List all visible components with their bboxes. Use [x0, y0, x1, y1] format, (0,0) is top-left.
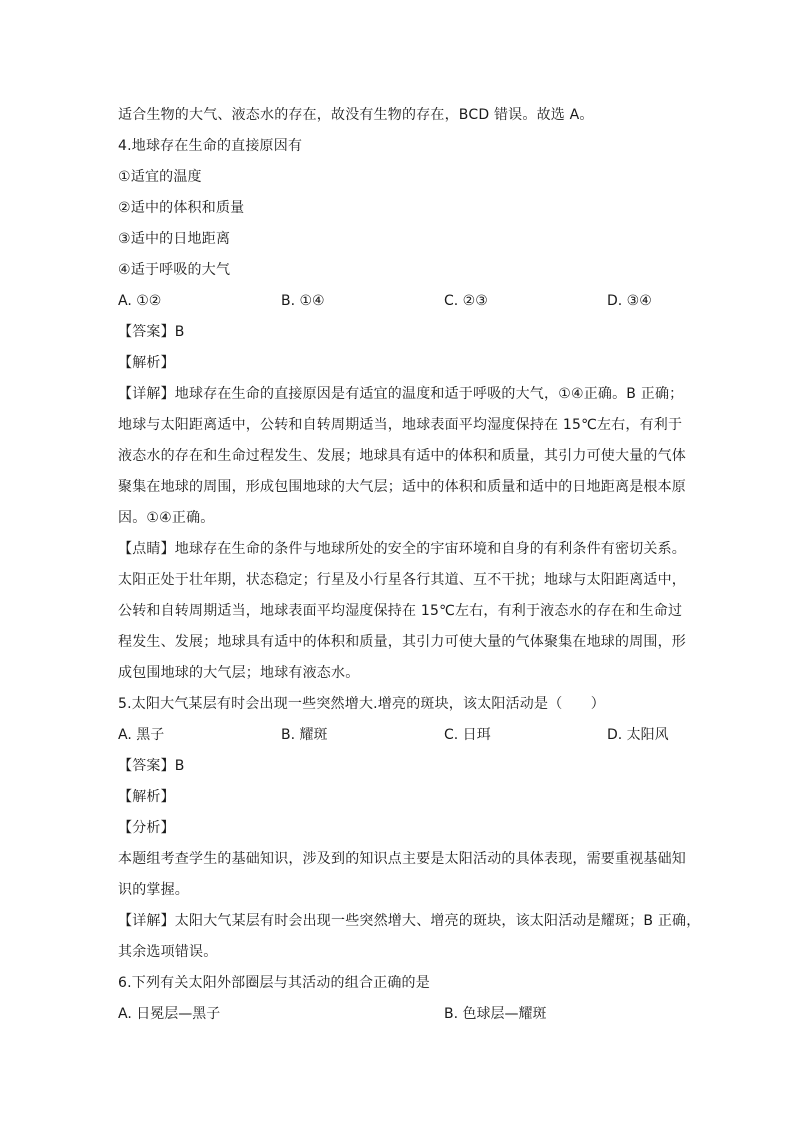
- option-c: C. 日珥: [444, 727, 491, 743]
- question-4-detail-line: 液态水的存在和生命过程发生、发展；地球具有适中的体积和质量，其引力可使大量的气体: [118, 448, 686, 464]
- option-a: A. 日冕层—黑子: [118, 1006, 221, 1022]
- document-page: [118, 100, 701, 1030]
- question-6-options: [118, 999, 678, 1030]
- question-4-point-line: 程发生、发展；地球具有适中的体积和质量，其引力可使大量的气体聚集在地球的周围，形: [118, 634, 686, 650]
- option-a: A. 黑子: [118, 727, 165, 743]
- question-4-detail-line: 【详解】地球存在生命的直接原因是有适宜的温度和适于呼吸的大气，①④正确。B 正确；: [118, 386, 684, 402]
- option-b: B. 色球层—耀斑: [444, 1006, 547, 1022]
- question-5-options: [118, 720, 678, 751]
- question-5-analysis-heading: 【解析】: [118, 789, 175, 805]
- question-4-detail-line: 因。①④正确。: [118, 510, 215, 526]
- question-5-fenxi-heading: 【分析】: [118, 820, 175, 836]
- question-5-fenxi-line: 本题组考查学生的基础知识，涉及到的知识点主要是太阳活动的具体表现，需要重视基础知: [118, 851, 686, 867]
- question-5-stem: 5.太阳大气某层有时会出现一些突然增大.增亮的斑块，该太阳活动是（ ）: [118, 696, 606, 712]
- option-d: D. 太阳风: [607, 727, 669, 743]
- question-4-analysis-heading: 【解析】: [118, 355, 175, 371]
- text-line: 适合生物的大气、液态水的存在，故没有生物的存在，BCD 错误。故选 A。: [118, 107, 594, 123]
- question-4-point-line: 公转和自转周期适当，地球表面平均湿度保持在 15℃左右，有利于液态水的存在和生命过: [118, 603, 683, 619]
- question-4-stem: 4.地球存在生命的直接原因有: [118, 138, 303, 154]
- question-4-point-line: 【点睛】地球存在生命的条件与地球所处的安全的宇宙环境和自身的有利条件有密切关系。: [118, 541, 686, 557]
- question-6-stem: 6.下列有关太阳外部圈层与其活动的组合正确的是: [118, 975, 430, 991]
- question-4-point-line: 太阳正处于壮年期，状态稳定；行星及小行星各行其道、互不干扰；地球与太阳距离适中，: [118, 572, 686, 588]
- question-4-item-1: ①适宜的温度: [118, 169, 202, 185]
- option-a: A. ①②: [118, 293, 162, 309]
- question-4-item-4: ④适于呼吸的大气: [118, 262, 231, 278]
- question-4-detail-line: 地球与太阳距离适中，公转和自转周期适当，地球表面平均湿度保持在 15℃左右，有利于: [118, 417, 683, 433]
- question-5-answer: 【答案】B: [118, 758, 185, 774]
- question-4-detail-line: 聚集在地球的周围，形成包围地球的大气层；适中的体积和质量和适中的日地距离是根本原: [118, 479, 686, 495]
- question-5-detail-line: 其余选项错误。: [118, 944, 218, 960]
- question-4-answer: 【答案】B: [118, 324, 185, 340]
- question-4-item-2: ②适中的体积和质量: [118, 200, 245, 216]
- option-c: C. ②③: [444, 293, 488, 309]
- option-d: D. ③④: [607, 293, 652, 309]
- question-4-point-line: 成包围地球的大气层；地球有液态水。: [118, 665, 360, 681]
- question-4-item-3: ③适中的日地距离: [118, 231, 231, 247]
- question-4-options: [118, 286, 678, 317]
- option-b: B. ①④: [281, 293, 325, 309]
- question-5-fenxi-line: 识的掌握。: [118, 882, 189, 898]
- question-5-detail-line: 【详解】太阳大气某层有时会出现一些突然增大、增亮的斑块，该太阳活动是耀斑；B 正确，: [118, 913, 701, 929]
- option-b: B. 耀斑: [281, 727, 328, 743]
